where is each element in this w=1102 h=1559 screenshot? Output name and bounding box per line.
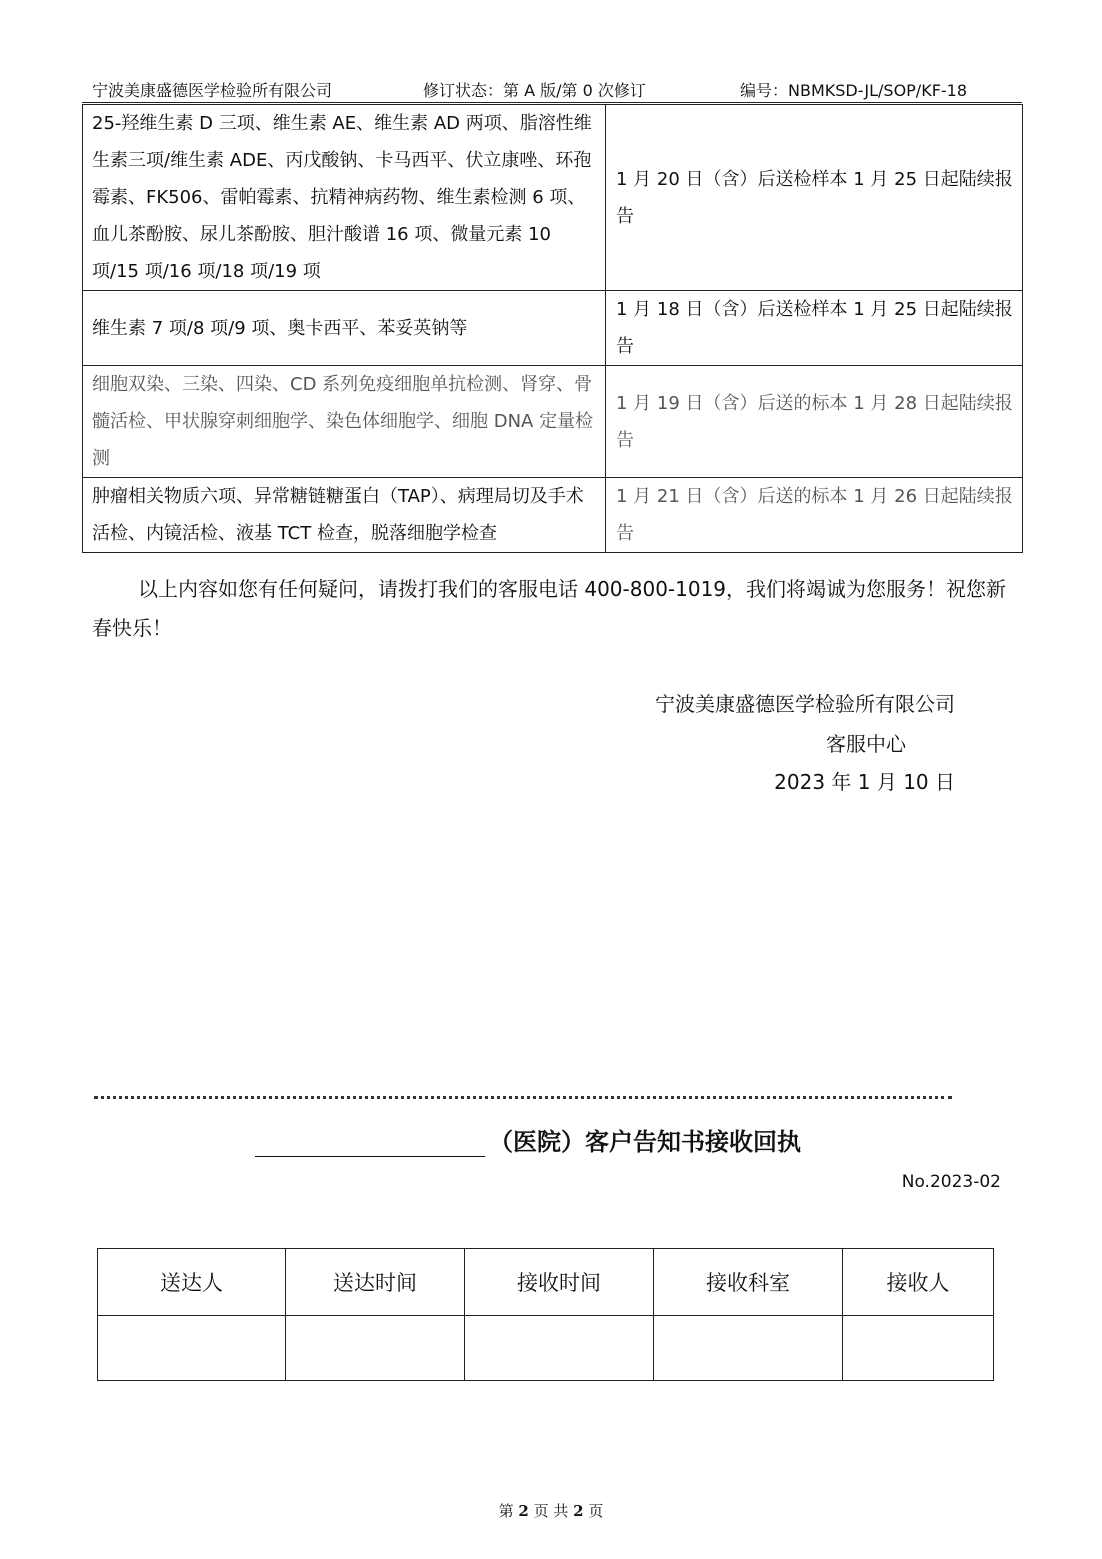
time-cell bbox=[606, 105, 1023, 291]
footer-suffix: 页 bbox=[588, 1502, 604, 1520]
column-header: 接收人 bbox=[843, 1249, 994, 1316]
time-cell bbox=[606, 478, 1023, 553]
receipt-table bbox=[97, 1248, 994, 1381]
receipt-entry-row bbox=[98, 1316, 994, 1381]
items-text: 维生素 7 项/8 项/9 项、奥卡西平、苯妥英钠等 bbox=[92, 317, 468, 339]
time-text: 1 月 19 日（含）后送的标本 1 月 28 日起陆续报告 bbox=[616, 392, 1013, 451]
receipt-title bbox=[255, 1122, 801, 1158]
closing-paragraph: 以上内容如您有任何疑问，请拨打我们的客服电话 400-800-1019，我们将竭诚为您服务！祝您新春快乐！ bbox=[92, 577, 1007, 640]
table-row bbox=[83, 105, 1023, 291]
tear-line bbox=[94, 1096, 952, 1099]
footer-mid: 页 共 bbox=[533, 1502, 569, 1520]
header-company: 宁波美康盛德医学检验所有限公司 bbox=[92, 81, 333, 100]
time-cell bbox=[606, 291, 1023, 366]
table-row bbox=[83, 291, 1023, 366]
delivery-time-field[interactable] bbox=[286, 1316, 465, 1381]
items-text: 细胞双染、三染、四染、CD 系列免疫细胞单抗检测、肾穿、骨髓活检、甲状腺穿刺细胞学、染色体细胞学、细胞 DNA 定量检测 bbox=[92, 374, 594, 469]
column-header: 接收科室 bbox=[654, 1249, 843, 1316]
receive-time-field[interactable] bbox=[465, 1316, 654, 1381]
header-code: 编号：NBMKSD-JL/SOP/KF-18 bbox=[740, 81, 968, 100]
signature-date: 2023 年 1 月 10 日 bbox=[774, 770, 955, 794]
footer-page: 2 bbox=[518, 1502, 529, 1520]
time-text: 1 月 18 日（含）后送检样本 1 月 25 日起陆续报告 bbox=[616, 299, 1013, 357]
department-field[interactable] bbox=[654, 1316, 843, 1381]
receipt-title-text: （医院）客户告知书接收回执 bbox=[489, 1128, 801, 1156]
table-row bbox=[83, 366, 1023, 478]
table-row bbox=[83, 478, 1023, 553]
items-cell bbox=[83, 291, 606, 366]
items-cell bbox=[83, 366, 606, 478]
column-header: 接收时间 bbox=[465, 1249, 654, 1316]
header-revision: 修订状态：第 A 版/第 0 次修订 bbox=[423, 81, 646, 100]
footer-total: 2 bbox=[573, 1502, 584, 1520]
schedule-table bbox=[82, 104, 1023, 553]
receipt-number: No.2023-02 bbox=[901, 1172, 1001, 1192]
time-cell bbox=[606, 366, 1023, 478]
header-rule bbox=[82, 102, 1022, 103]
page-header bbox=[92, 78, 988, 100]
sender-field[interactable] bbox=[98, 1316, 286, 1381]
items-text: 肿瘤相关物质六项、异常糖链糖蛋白（TAP）、病理局切及手术活检、内镜活检、液基 TCT 检查，脱落细胞学检查 bbox=[92, 486, 584, 544]
receipt-header-row bbox=[98, 1249, 994, 1316]
items-cell bbox=[83, 478, 606, 553]
signature-company: 宁波美康盛德医学检验所有限公司 bbox=[655, 692, 955, 716]
items-text: 25-羟维生素 D 三项、维生素 AE、维生素 AD 两项、脂溶性维生素三项/维生素 ADE、丙戊酸钠、卡马西平、伏立康唑、环孢霉素、FK506、雷帕霉素、抗精神病药物、维生素检测 6 项、血儿茶酚胺、尿儿茶酚胺、胆汁酸谱 16 项、微量元素 10 项/15 项/16 项/18 项/19 项 bbox=[92, 113, 592, 282]
time-text: 1 月 20 日（含）后送检样本 1 月 25 日起陆续报告 bbox=[616, 168, 1013, 227]
page-footer bbox=[0, 1500, 1102, 1521]
footer-prefix: 第 bbox=[498, 1502, 514, 1520]
items-cell bbox=[83, 105, 606, 291]
receiver-field[interactable] bbox=[843, 1316, 994, 1381]
time-text: 1 月 21 日（含）后送的标本 1 月 26 日起陆续报告 bbox=[616, 486, 1013, 544]
signature-department: 客服中心 bbox=[826, 732, 906, 756]
column-header: 送达时间 bbox=[286, 1249, 465, 1316]
column-header: 送达人 bbox=[98, 1249, 286, 1316]
hospital-name-blank[interactable] bbox=[255, 1126, 485, 1157]
